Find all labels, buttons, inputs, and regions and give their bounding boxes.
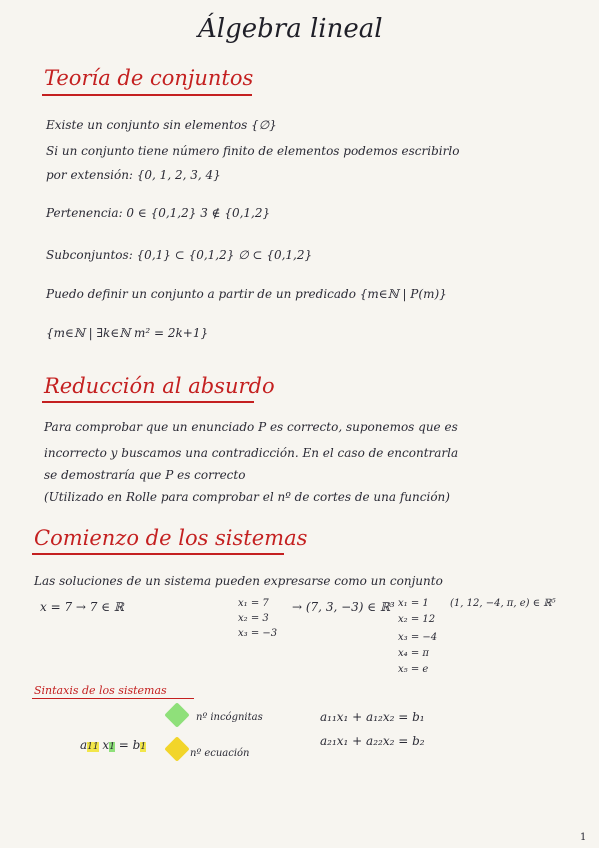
example-system-3-x2: x₂ = 3 [238, 613, 269, 624]
example-system-5-result: (1, 12, −4, π, e) ∈ ℝ⁵ [450, 598, 556, 609]
example-system-5-x2: x₂ = 12 [398, 614, 436, 625]
text-line: por extensión: {0, 1, 2, 3, 4} [46, 168, 221, 182]
example-system-5-x1: x₁ = 1 [398, 598, 429, 609]
heading-underline [32, 553, 284, 555]
text-line: Las soluciones de un sistema pueden expresarse como un conjunto [34, 574, 443, 588]
text-line: (Utilizado en Rolle para comprobar el nº de cortes de una función) [44, 490, 450, 504]
example-single-variable: x = 7 → 7 ∈ ℝ [40, 600, 124, 614]
green-highlight-swatch [164, 702, 189, 727]
text-line: Para comprobar que un enunciado P es correcto, suponemos que es [44, 420, 458, 434]
heading-underline [42, 94, 252, 96]
legend-ecuacion: nº ecuación [190, 748, 250, 759]
system-equation-1: a₁₁x₁ + a₁₂x₂ = b₁ [320, 710, 425, 724]
text-line: Subconjuntos: {0,1} ⊂ {0,1,2} ∅ ⊂ {0,1,2} [46, 248, 313, 262]
example-system-3-result: → (7, 3, −3) ∈ ℝ³ [292, 600, 395, 614]
legend-incognitas: nº incógnitas [196, 712, 263, 723]
text-line: {m∈ℕ | ∃k∈ℕ m² = 2k+1} [46, 326, 209, 340]
example-system-3-x1: x₁ = 7 [238, 598, 269, 609]
single-equation: a11 x1 = b1 [80, 738, 147, 752]
heading-underline [42, 401, 254, 403]
section-heading-sintaxis: Sintaxis de los sistemas [34, 684, 167, 697]
section-heading-sistemas: Comienzo de los sistemas [34, 526, 308, 550]
text-line: incorrecto y buscamos una contradicción. En el caso de encontrarla [44, 446, 459, 460]
section-heading-conjuntos: Teoría de conjuntos [44, 66, 254, 90]
text-line: Puedo definir un conjunto a partir de un predicado {m∈ℕ | P(m)} [46, 287, 447, 301]
text-line: Si un conjunto tiene número finito de elementos podemos escribirlo [46, 144, 460, 158]
system-equation-2: a₂₁x₁ + a₂₂x₂ = b₂ [320, 734, 425, 748]
text-line: Existe un conjunto sin elementos {∅} [46, 118, 277, 132]
text-line: se demostraría que P es correcto [44, 468, 246, 482]
example-system-3-x3: x₃ = −3 [238, 628, 278, 639]
example-system-5-x3: x₃ = −4 [398, 632, 438, 643]
example-system-5-x4: x₄ = π [398, 648, 429, 659]
heading-underline [32, 698, 194, 699]
section-heading-absurdo: Reducción al absurdo [44, 374, 275, 398]
example-system-5-x5: x₅ = e [398, 664, 429, 675]
text-line: Pertenencia: 0 ∈ {0,1,2} 3 ∉ {0,1,2} [46, 206, 271, 220]
yellow-highlight-swatch [164, 736, 189, 761]
page-number: 1 [580, 832, 587, 843]
page-title: Álgebra lineal [198, 14, 383, 44]
